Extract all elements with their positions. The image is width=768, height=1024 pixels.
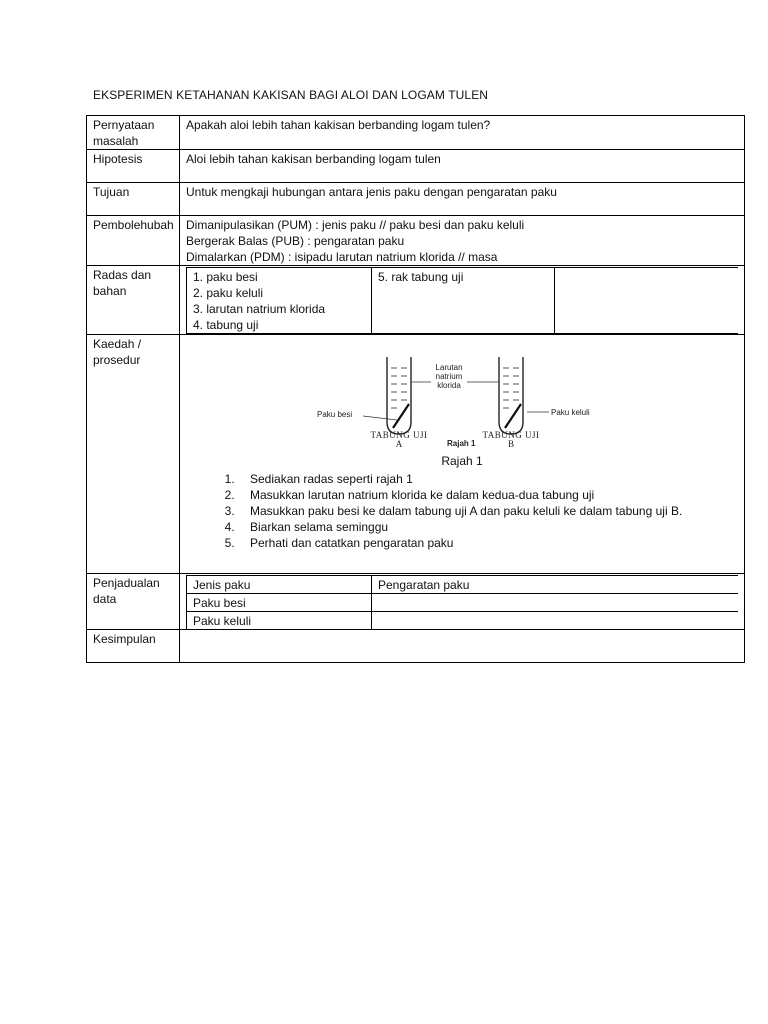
solution-label: klorida	[437, 381, 461, 390]
procedure-step: 4. Biarkan selama seminggu	[238, 519, 738, 535]
radas-column-2	[372, 268, 555, 334]
value-pernyataan: Apakah aloi lebih tahan kakisan berbanding logam tulen?	[180, 116, 745, 150]
procedure-step: 2. Masukkan larutan natrium klorida ke dalam kedua-dua tabung uji	[238, 487, 738, 503]
row-pembolehubah	[87, 216, 745, 266]
table-row	[187, 594, 739, 612]
row-pernyataan	[87, 116, 745, 150]
figure-caption: Rajah 1	[441, 454, 483, 468]
test-tube-b	[499, 357, 523, 434]
label-pernyataan: Pernyataan masalah	[87, 116, 180, 150]
label-kaedah: Kaedah / prosedur	[87, 335, 180, 574]
cell-empty	[372, 594, 739, 612]
row-kesimpulan	[87, 630, 745, 663]
value-tujuan: Untuk mengkaji hubungan antara jenis paku dengan pengaratan paku	[180, 183, 745, 216]
tube-a-label: TABUNG UJI	[370, 430, 428, 440]
tube-b-label: TABUNG UJI	[482, 430, 540, 440]
label-penjadualan: Penjadualan data	[87, 574, 180, 630]
row-kaedah	[87, 335, 745, 574]
cell-paku-besi: Paku besi	[187, 594, 372, 612]
value-kaedah	[180, 335, 745, 574]
procedure-step: 1. Sediakan radas seperti rajah 1	[238, 471, 738, 487]
experiment-table	[86, 115, 745, 663]
label-kesimpulan: Kesimpulan	[87, 630, 180, 663]
value-pembolehubah	[180, 216, 745, 266]
cell-paku-keluli: Paku keluli	[187, 612, 372, 630]
value-radas	[180, 266, 745, 335]
tube-b-letter: B	[507, 439, 515, 449]
solution-label: Larutan	[435, 363, 463, 372]
radas-item: 3. larutan natrium klorida	[193, 302, 326, 316]
radas-item: 5. rak tabung uji	[378, 270, 464, 284]
nail-a-label: Paku besi	[317, 410, 353, 419]
header-jenis-paku: Jenis paku	[187, 576, 372, 594]
label-hipotesis: Hipotesis	[87, 150, 180, 183]
document-title: EKSPERIMEN KETAHANAN KAKISAN BAGI ALOI DAN LOGAM TULEN	[93, 88, 489, 102]
nail-b-label: Paku keluli	[551, 408, 590, 417]
nails	[393, 404, 521, 428]
radas-item: 2. paku keluli	[193, 286, 264, 300]
radas-column-3	[555, 268, 739, 334]
label-tujuan: Tujuan	[87, 183, 180, 216]
row-penjadualan	[87, 574, 745, 630]
procedure-step: 5. Perhati dan catatkan pengaratan paku	[238, 535, 738, 551]
variable-constant: Dimalarkan (PDM) : isipadu larutan natrium klorida // masa	[186, 250, 498, 264]
table-row	[187, 612, 739, 630]
test-tube-diagram	[317, 354, 607, 449]
header-pengaratan: Pengaratan paku	[372, 576, 739, 594]
label-pembolehubah: Pembolehubah	[87, 216, 180, 266]
value-hipotesis: Aloi lebih tahan kakisan berbanding logam tulen	[180, 150, 745, 183]
apparatus-figure	[186, 336, 738, 449]
procedure-step: 3. Masukkan paku besi ke dalam tabung uji A dan paku keluli ke dalam tabung uji B.	[238, 503, 738, 519]
radas-item: 1. paku besi	[193, 270, 258, 284]
cell-empty	[372, 612, 739, 630]
data-table	[186, 575, 738, 629]
label-radas: Radas dan bahan	[87, 266, 180, 335]
figure-inner-caption: Rajah 1	[447, 439, 476, 448]
variable-manipulated: Dimanipulasikan (PUM) : jenis paku // paku besi dan paku keluli	[186, 218, 525, 232]
row-tujuan	[87, 183, 745, 216]
value-penjadualan	[180, 574, 745, 630]
tube-a-letter: A	[395, 439, 403, 449]
radas-item: 4. tabung uji	[193, 318, 259, 332]
row-hipotesis	[87, 150, 745, 183]
value-kesimpulan	[180, 630, 745, 663]
test-tube-a	[387, 357, 411, 434]
solution-label: natrium	[435, 372, 463, 381]
procedure-steps	[186, 471, 738, 551]
radas-column-1	[187, 268, 372, 334]
data-table-header	[187, 576, 739, 594]
variable-responding: Bergerak Balas (PUB) : pengaratan paku	[186, 234, 405, 248]
row-radas	[87, 266, 745, 335]
